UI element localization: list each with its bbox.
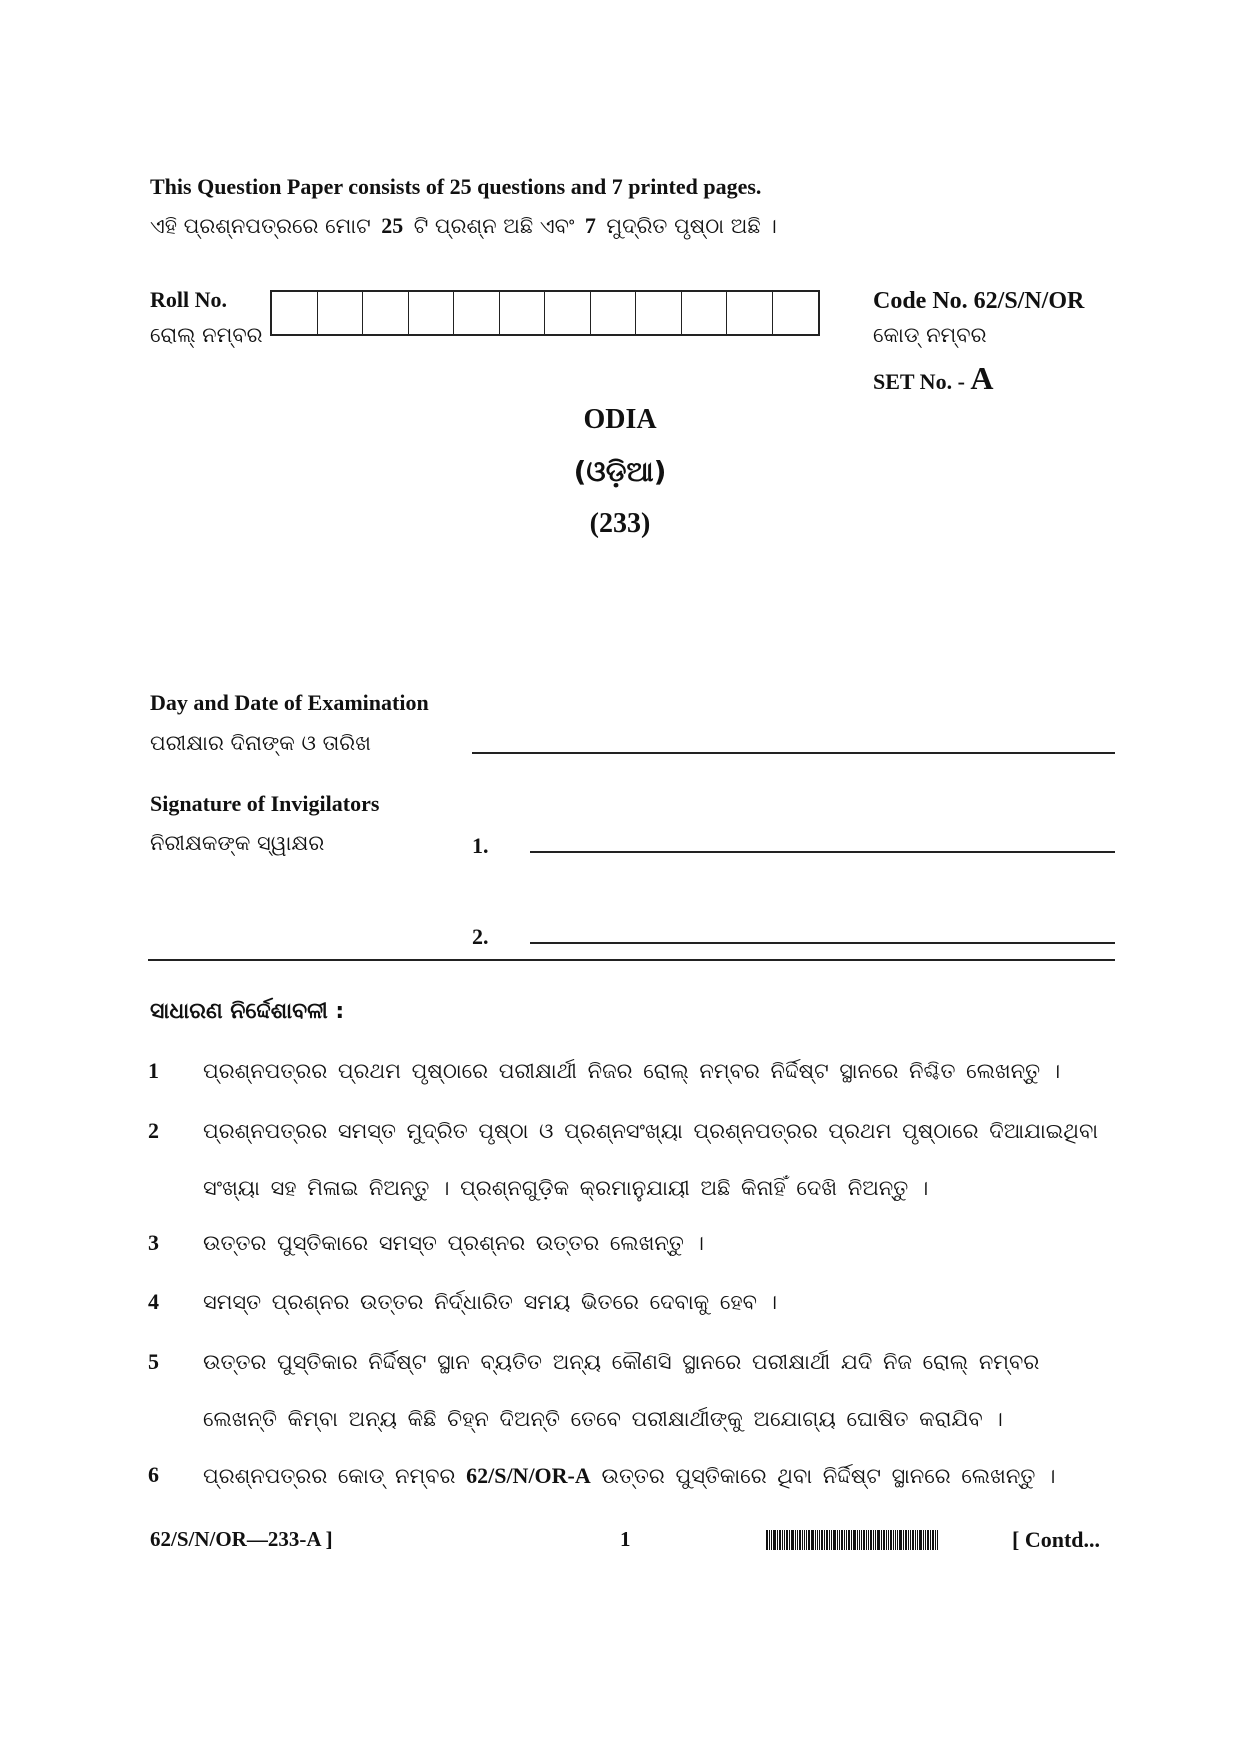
barcode-bar <box>903 1530 904 1550</box>
barcode-bar <box>881 1530 882 1550</box>
barcode-bar <box>919 1530 922 1550</box>
barcode-icon <box>766 1530 1006 1550</box>
barcode-bar <box>782 1530 783 1550</box>
invigilator-signature-1-field[interactable] <box>530 851 1115 853</box>
barcode-bar <box>844 1530 845 1550</box>
instruction-text: ଉତ୍ତର ପୁସ୍ତିକାରେ ସମସ୍ତ ପ୍ରଶ୍ନର ଉତ୍ତର ଲେଖନ୍ତୁ । <box>203 1231 704 1255</box>
instruction-text <box>203 1447 1118 1505</box>
barcode-bar <box>839 1530 840 1550</box>
barcode-bar <box>829 1530 830 1550</box>
barcode-bar <box>886 1530 887 1550</box>
barcode-bar <box>873 1530 874 1550</box>
barcode-bar <box>861 1530 862 1550</box>
barcode-bar <box>808 1530 810 1550</box>
instruction-number: 2 <box>148 1118 159 1143</box>
roll-digit-box[interactable] <box>773 292 819 334</box>
roll-digit-box[interactable] <box>500 292 546 334</box>
roll-number-boxes[interactable] <box>270 290 820 336</box>
summary-question-count: 25 <box>381 213 404 238</box>
barcode-bar <box>932 1530 934 1550</box>
roll-digit-box[interactable] <box>636 292 682 334</box>
barcode-bar <box>789 1530 790 1550</box>
roll-digit-box[interactable] <box>363 292 409 334</box>
roll-label-od: ରୋଲ୍ ନମ୍ବର <box>150 323 263 347</box>
barcode-bar <box>786 1530 788 1550</box>
barcode-bar <box>819 1530 820 1550</box>
instruction-number: 3 <box>148 1230 159 1255</box>
barcode-bar <box>797 1530 798 1550</box>
roll-digit-box[interactable] <box>591 292 637 334</box>
barcode-bar <box>769 1530 770 1550</box>
invigilator-signature-2-field[interactable] <box>530 942 1115 944</box>
barcode-bar <box>912 1530 914 1550</box>
barcode-bar <box>766 1530 768 1550</box>
set-number <box>873 360 994 397</box>
barcode-bar <box>935 1530 936 1550</box>
barcode-bar <box>930 1530 931 1550</box>
barcode-bar <box>875 1530 876 1550</box>
barcode-bar <box>841 1530 843 1550</box>
set-value: A <box>970 360 994 396</box>
exam-date-label-en: Day and Date of Examination <box>150 690 429 715</box>
roll-digit-box[interactable] <box>454 292 500 334</box>
barcode-bar <box>779 1530 781 1550</box>
exam-date-label-od: ପରୀକ୍ଷାର ଦିନାଙ୍କ ଓ ତାରିଖ <box>150 731 371 755</box>
instruction-number: 4 <box>148 1289 159 1314</box>
invigilator-label-en: Signature of Invigilators <box>150 791 380 816</box>
footer-paper-code: 62/S/N/OR—233-A ] <box>150 1527 333 1551</box>
barcode-bar <box>910 1530 911 1550</box>
barcode-bar <box>890 1530 892 1550</box>
barcode-bar <box>817 1530 818 1550</box>
barcode-bar <box>851 1530 852 1550</box>
roll-label-en: Roll No. <box>150 287 227 312</box>
barcode-bar <box>791 1530 794 1550</box>
subject-code: (233) <box>589 508 651 539</box>
set-label: SET No. - <box>873 369 971 394</box>
subject-title: ODIA <box>583 404 657 435</box>
summary-od-prefix: ଏହି ପ୍ରଶ୍ନପତ୍ରରେ ମୋଟ <box>150 214 371 238</box>
barcode-bar <box>859 1530 860 1550</box>
barcode-bar <box>883 1530 885 1550</box>
subject-title-od: (ଓଡ଼ିଆ) <box>573 455 667 488</box>
roll-digit-box[interactable] <box>318 292 364 334</box>
barcode-bar <box>846 1530 847 1550</box>
barcode-bar <box>837 1530 838 1550</box>
instruction-text: ପ୍ରଶ୍ନପତ୍ରର ସମସ୍ତ ମୁଦ୍ରିତ ପୃଷ୍ଠା ଓ ପ୍ରଶ୍ନସଂଖ୍ୟା ପ୍ରଶ୍ନପତ୍ରର ପ୍ରଥମ ପୃଷ୍ଠାରେ ଦିଆଯାଇଥିବା ସଂଖ୍ୟା ସହ ମିଳାଇ ନିଅନ୍ତୁ । ପ୍ରଶ୍ନଗୁଡ଼ିକ କ୍ରମାନୁଯାୟୀ ଅଛି କିନାହିଁ ଦେଖି ନିଅନ୍ତୁ । <box>203 1119 1099 1200</box>
barcode-bar <box>802 1530 803 1550</box>
barcode-bar <box>784 1530 785 1550</box>
barcode-bar <box>863 1530 865 1550</box>
invigilator-slot-1-number: 1. <box>472 833 489 858</box>
roll-digit-box[interactable] <box>409 292 455 334</box>
barcode-bar <box>848 1530 850 1550</box>
instruction-number: 1 <box>148 1058 159 1083</box>
exam-date-field[interactable] <box>472 752 1115 754</box>
barcode-bar <box>905 1530 907 1550</box>
barcode-bar <box>777 1530 778 1550</box>
barcode-bar <box>868 1530 869 1550</box>
barcode-bar <box>826 1530 828 1550</box>
section-divider <box>148 959 1115 961</box>
instruction-text: ସମସ୍ତ ପ୍ରଶ୍ନର ଉତ୍ତର ନିର୍ଦ୍ଧାରିତ ସମୟ ଭିତରେ ଦେବାକୁ ହେବ । <box>203 1290 778 1314</box>
barcode-bar <box>908 1530 909 1550</box>
instruction-6-code: 62/S/N/OR-A <box>466 1463 591 1488</box>
barcode-bar <box>927 1530 929 1550</box>
barcode-bar <box>824 1530 825 1550</box>
barcode-bar <box>870 1530 872 1550</box>
roll-digit-box[interactable] <box>272 292 318 334</box>
page-number: 1 <box>620 1527 631 1551</box>
instruction-number: 6 <box>148 1462 159 1487</box>
barcode-bar <box>833 1530 836 1550</box>
code-label-od: କୋଡ୍ ନମ୍ବର <box>873 323 987 347</box>
invigilator-slot-2-number: 2. <box>472 924 489 949</box>
paper-summary-od <box>150 213 777 239</box>
barcode-bar <box>915 1530 916 1550</box>
instruction-6-prefix: ପ୍ରଶ୍ନପତ୍ରର କୋଡ୍ ନମ୍ବର <box>203 1464 456 1488</box>
barcode-bar <box>895 1530 896 1550</box>
barcode-bar <box>866 1530 867 1550</box>
summary-od-suffix: ମୁଦ୍ରିତ ପୃଷ୍ଠା ଅଛି । <box>606 214 777 238</box>
barcode-bar <box>923 1530 924 1550</box>
barcode-bar <box>893 1530 894 1550</box>
summary-page-count: 7 <box>584 213 596 238</box>
code-number: Code No. 62/S/N/OR <box>873 288 1085 314</box>
footer-continued: [ Contd... <box>1012 1527 1101 1552</box>
barcode-bar <box>773 1530 776 1550</box>
instruction-6-suffix: ଉତ୍ତର ପୁସ୍ତିକାରେ ଥିବା ନିର୍ଦ୍ଦିଷ୍ଟ ସ୍ଥାନରେ ଲେଖନ୍ତୁ । <box>601 1464 1056 1488</box>
instructions-title: ସାଧାରଣ ନିର୍ଦ୍ଦେଶାବଳୀ : <box>150 999 345 1024</box>
barcode-bar <box>917 1530 918 1550</box>
roll-digit-box[interactable] <box>682 292 728 334</box>
barcode-bar <box>857 1530 858 1550</box>
paper-summary-en: This Question Paper consists of 25 questions and 7 printed pages. <box>150 174 762 199</box>
barcode-bar <box>821 1530 823 1550</box>
barcode-bar <box>897 1530 898 1550</box>
barcode-bar <box>771 1530 772 1550</box>
barcode-bar <box>806 1530 807 1550</box>
barcode-bar <box>888 1530 889 1550</box>
instruction-text: ଉତ୍ତର ପୁସ୍ତିକାର ନିର୍ଦ୍ଦିଷ୍ଟ ସ୍ଥାନ ବ୍ୟତିତ ଅନ୍ୟ କୌଣସି ସ୍ଥାନରେ ପରୀକ୍ଷାର୍ଥୀ ଯଦି ନିଜ ରୋଲ୍ ନମ୍ବର ଲେଖନ୍ତି କିମ୍ବା ଅନ୍ୟ କିଛି ଚିହ୍ନ ଦିଅନ୍ତି ତେବେ ପରୀକ୍ଷାର୍ଥୀଙ୍କୁ ଅଯୋଗ୍ୟ ଘୋଷିତ କରାଯିବ । <box>203 1350 1040 1431</box>
instruction-number: 5 <box>148 1349 159 1374</box>
instruction-text: ପ୍ରଶ୍ନପତ୍ରର ପ୍ରଥମ ପୃଷ୍ଠାରେ ପରୀକ୍ଷାର୍ଥୀ ନିଜର ରୋଲ୍ ନମ୍ବର ନିର୍ଦ୍ଦିଷ୍ଟ ସ୍ଥାନରେ ନିଶ୍ଚିତ ଲେଖନ୍ତୁ । <box>203 1059 1061 1083</box>
barcode-bar <box>925 1530 926 1550</box>
barcode-bar <box>877 1530 880 1550</box>
barcode-bar <box>799 1530 801 1550</box>
barcode-bar <box>815 1530 816 1550</box>
barcode-bar <box>831 1530 832 1550</box>
roll-digit-box[interactable] <box>727 292 773 334</box>
barcode-bar <box>804 1530 805 1550</box>
barcode-bar <box>795 1530 796 1550</box>
summary-od-mid: ଟି ପ୍ରଶ୍ନ ଅଛି ଏବଂ <box>413 214 575 238</box>
roll-digit-box[interactable] <box>545 292 591 334</box>
invigilator-label-od: ନିରୀକ୍ଷକଙ୍କ ସ୍ୱାକ୍ଷର <box>150 831 325 855</box>
barcode-bar <box>853 1530 856 1550</box>
barcode-bar <box>899 1530 902 1550</box>
barcode-bar <box>937 1530 938 1550</box>
barcode-bar <box>811 1530 814 1550</box>
